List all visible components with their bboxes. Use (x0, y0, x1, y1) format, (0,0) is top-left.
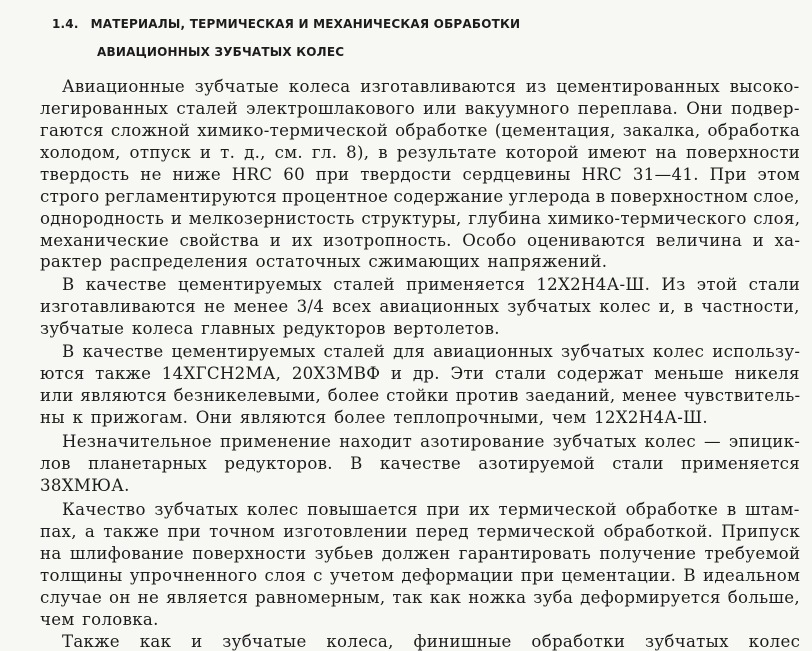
paragraph-4-line: лов планетарных редукторов. В качестве азотируемой стали применяется (40, 454, 801, 473)
paragraph-1-line: механические свойства и их изотропность. Особо оцениваются величина и ха- (40, 231, 801, 250)
paragraph-3-line: ются также 14ХГСН2МА, 20Х3МВФ и др. Эти стали содержат меньше никеля (40, 364, 800, 383)
paragraph-5-line: Качество зубчатых колес повышается при их термической обработке в штам- (62, 500, 800, 519)
paragraph-3-line: В качестве цементируемых сталей для авиационных зубчатых колес использу- (62, 342, 801, 361)
paragraph-1-line: Авиационные зубчатые колеса изготавливаются из цементированных высоко- (62, 77, 800, 96)
paragraph-1-line: рактер распределения остаточных сжимающих напряжений. (40, 252, 608, 271)
paragraph-1-line: холодом, отпуск и т. д., см. гл. 8), в результате которой имеют на поверхности (40, 143, 801, 162)
paragraph-5-line: случае он не является равномерным, так как ножка зуба деформируется больше, (40, 588, 800, 607)
heading-title-line-1: МАТЕРИАЛЫ, ТЕРМИЧЕСКАЯ И МЕХАНИЧЕСКАЯ ОБРАБОТКИ (90, 17, 521, 31)
paragraph-1-line: твердость не ниже HRC 60 при твердости сердцевины HRC 31—41. При этом (40, 165, 801, 184)
paragraph-3-line: или являются безникелевыми, более стойки против заеданий, менее чувствитель- (40, 386, 801, 405)
paragraph-5-line: на шлифование поверхности зубьев должен гарантировать получение требуемой (40, 544, 801, 563)
paragraph-2-line: В качестве цементируемых сталей применяется 12Х2Н4А-Ш. Из этой стали (62, 275, 801, 294)
paragraph-1-line: гаются сложной химико-термической обработке (цементация, закалка, обработка (40, 121, 801, 140)
heading-line-2: АВИАЦИОННЫХ ЗУБЧАТЫХ КОЛЕС (97, 45, 345, 59)
paragraph-5-line: пах, а также при точном изготовлении перед термической обработкой. Припуск (40, 522, 800, 541)
paragraph-1-line: однородность и мелкозернистость структуры, глубина химико-термического слоя, (40, 209, 801, 228)
section-number: 1.4. (52, 17, 79, 31)
section-heading (52, 10, 812, 66)
paragraph-4-line: 38ХМЮА. (40, 476, 130, 495)
paragraph-6-line: Также как и зубчатые колеса, финишные обработки зубчатых колес (62, 632, 801, 651)
heading-line-1 (52, 10, 812, 38)
paragraph-5-line: толщины упрочненного слоя с учетом деформации при цементации. В идеальном (40, 566, 801, 585)
paragraph-1-line: строго регламентируются процентное содержание углерода в поверхностном слое, (40, 187, 800, 206)
paragraph-5-line: чем головка. (40, 610, 159, 629)
paragraph-3-line: ны к прижогам. Они являются более теплопрочными, чем 12Х2Н4А-Ш. (40, 408, 708, 427)
paragraph-2-line: изготавливаются не менее 3/4 всех авиационных зубчатых колес и, в частности, (40, 297, 800, 316)
paragraph-1-line: легированных сталей электрошлакового или вакуумного переплава. Они подвер- (40, 99, 800, 118)
paragraph-4-line: Незначительное применение находит азотирование зубчатых колес — эпицик- (62, 432, 801, 451)
paragraph-2-line: зубчатые колеса главных редукторов вертолетов. (40, 319, 500, 338)
